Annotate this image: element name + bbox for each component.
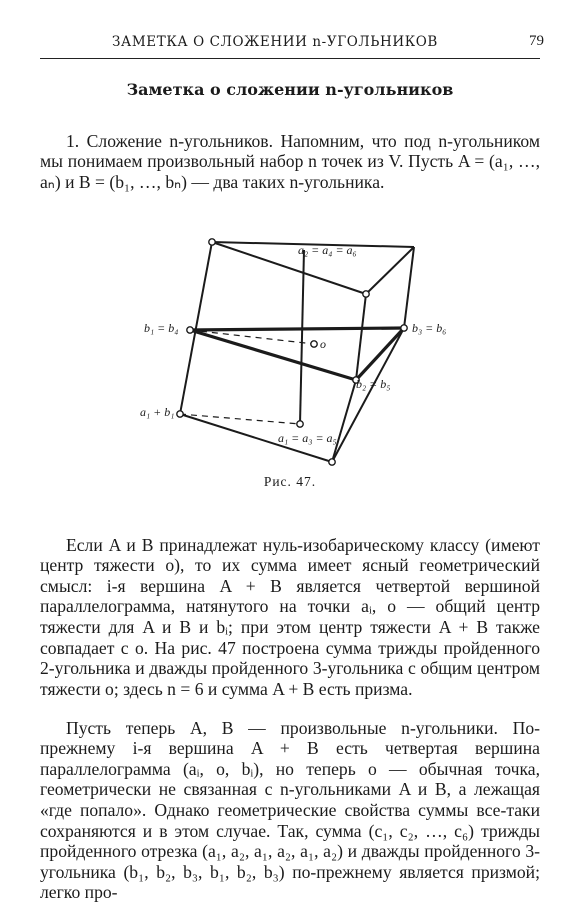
running-head	[40, 33, 544, 56]
vertex-bottom	[329, 459, 335, 465]
header-rule	[40, 58, 540, 59]
vertex-a1	[297, 421, 303, 427]
edge-top-right	[366, 247, 414, 294]
running-title: ЗАМЕТКА О СЛОЖЕНИИ n-УГОЛЬНИКОВ	[112, 34, 438, 50]
label-bottom-a: a₁ = a₃ = a₅	[278, 431, 337, 445]
vertex-top-front	[363, 291, 369, 297]
figure-caption: Рис. 47.	[263, 474, 317, 489]
prism-diagram	[130, 230, 450, 470]
section-title: Заметка о сложении n-угольников	[126, 80, 454, 99]
paragraph-2: Если A и B принадлежат нуль-изобарическому классу (имеют центр тяжести o), то их сумма имеет ясный геометрический смысл: i-я вершина A + B является четвертой вершиной параллелограмма, натянутого на точки aᵢ, o — общий центр тяжести для A и B и bᵢ; при этом центр тяжести A + B также совпадает с o. На рис. 47 построена сумма трижды пройденного 2-угольника и дважды пройденного 3-угольника с общим центром тяжести o; здесь n = 6 и сумма A + B есть призма.	[40, 534, 540, 699]
vertex-o	[311, 341, 317, 347]
paragraph-1: 1. Сложение n-угольников. Напомним, что под n-угольником мы понимаем произвольный набор n точек из V. Пусть A = (a₁, …, aₙ) и B = (b₁, …, bₙ) — два таких n-угольника.	[40, 130, 540, 192]
edge-right-vertical	[404, 247, 414, 328]
label-mid-b: b₂ = b₅	[356, 377, 391, 391]
label-left-b: b₁ = b₄	[144, 321, 179, 335]
label-top-a: a₂ = a₄ = a₆	[298, 243, 357, 257]
edge-b1-b3	[190, 328, 404, 330]
edge-left-vertical	[180, 242, 212, 414]
vertex-a1-b1	[177, 411, 183, 417]
page-number: 79	[529, 33, 544, 49]
label-center: o	[320, 337, 326, 351]
vertex-b1	[187, 327, 193, 333]
edge-right-bottom	[332, 328, 404, 462]
vertex-b3	[401, 325, 407, 331]
figure-prism	[130, 230, 450, 470]
edge-a-segment	[300, 250, 304, 424]
edge-b1-b2	[190, 330, 356, 380]
edge-bottom-right	[332, 380, 356, 462]
label-right-b: b₃ = b₆	[412, 321, 447, 335]
label-left-ab: a₁ + b₁	[140, 405, 175, 419]
edge-mid-vertical	[356, 294, 366, 380]
paragraph-3: Пусть теперь A, B — произвольные n-угольники. По-прежнему i-я вершина A + B есть четвертая вершина параллелограмма (aᵢ, o, bᵢ), но теперь o — обычная точка, геометрически не связанная с n-угольниками A и B, а лежащая «где попало». Однако геометрические свойства суммы все-таки сохраняются и в этом случае. Так, сумма (c₁, c₂, …, c₆) трижды пройденного отрезка (a₁, a₂, a₁, a₂, a₁, a₂) и дважды пройденного 3-угольника (b₁, b₂, b₃, b₁, b₂, b₃) по-прежнему является призмой; легко про-	[40, 717, 540, 903]
vertex-top-left	[209, 239, 215, 245]
